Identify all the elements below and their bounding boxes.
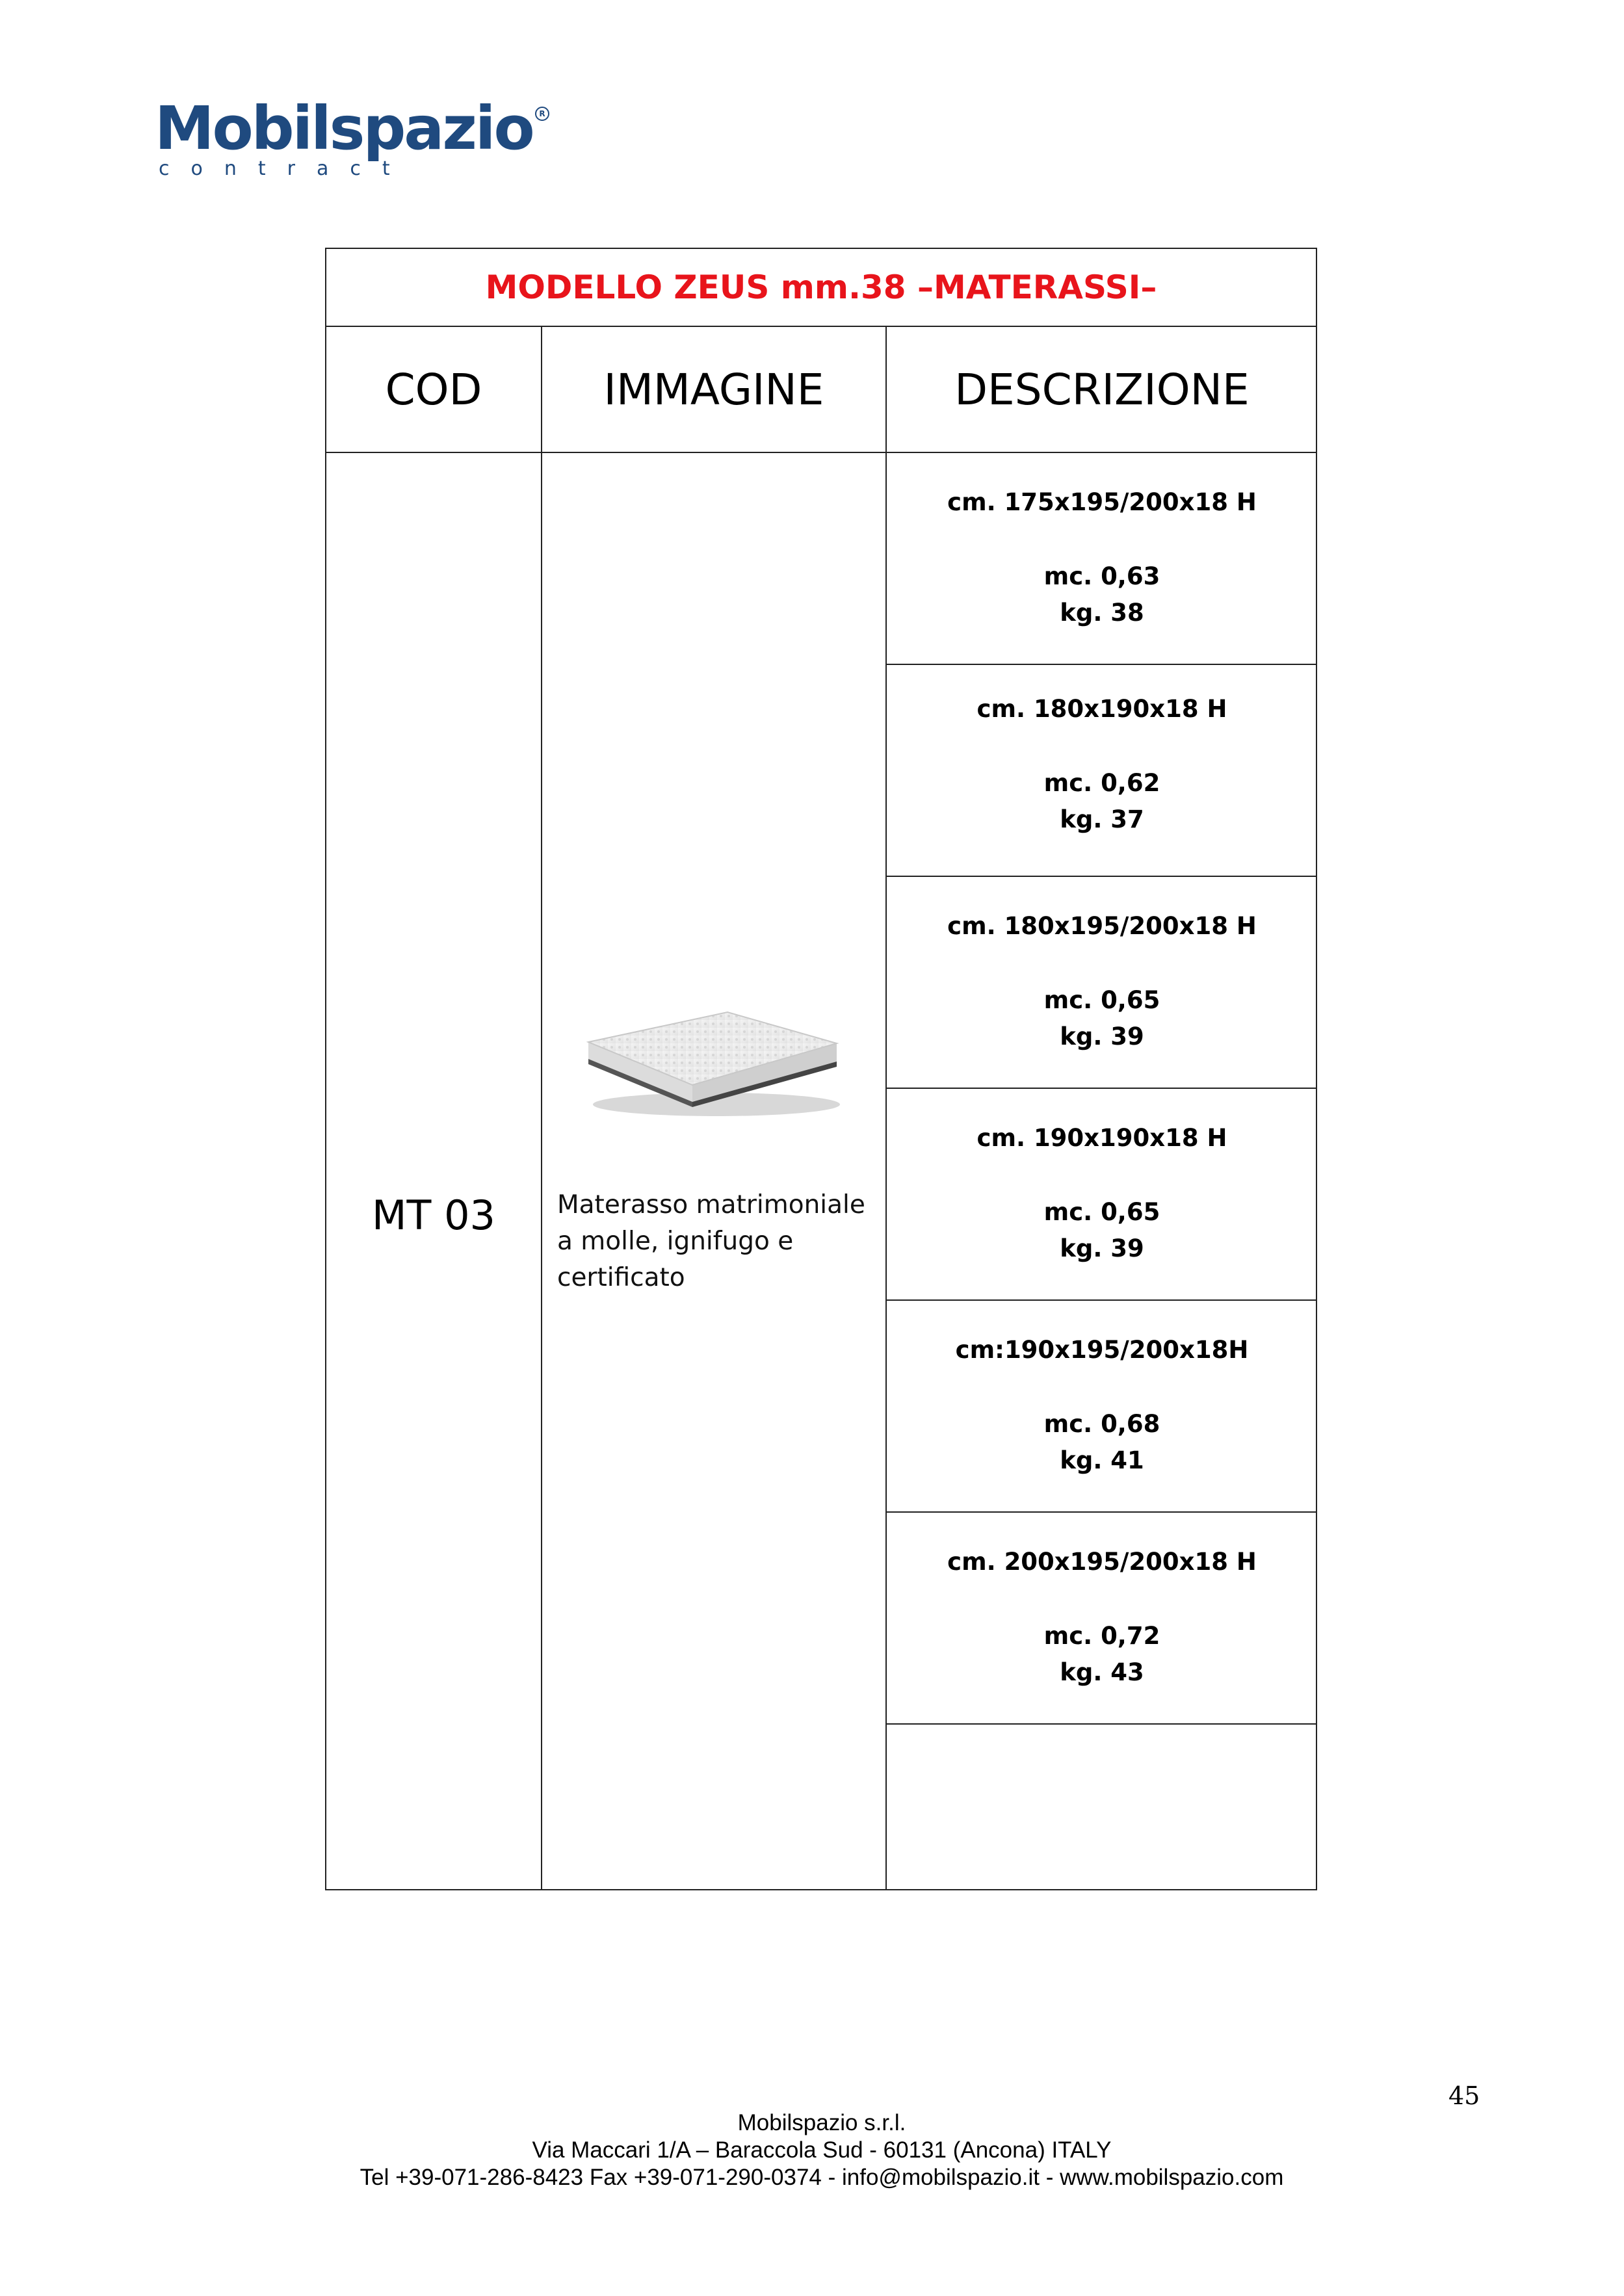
spec-weight: kg. 41	[1060, 1446, 1144, 1474]
spec-volume: mc. 0,65	[1043, 1198, 1160, 1226]
spec-row	[887, 484, 1317, 631]
spec-dimensions: cm. 175x195/200x18 H	[947, 488, 1257, 516]
spec-weight: kg. 39	[1060, 1023, 1144, 1050]
footer-company: Mobilspazio s.r.l.	[737, 2110, 906, 2135]
spec-volume: mc. 0,65	[1043, 986, 1160, 1014]
spec-row	[887, 908, 1317, 1055]
spec-volume: mc. 0,62	[1043, 769, 1160, 797]
spec-row	[887, 1332, 1317, 1479]
footer-address: Via Maccari 1/A – Baraccola Sud - 60131 (Ancona) ITALY	[532, 2137, 1112, 2163]
product-description: Materasso matrimoniale a molle, ignifugo e certificato	[557, 1190, 865, 1292]
spec-divider	[887, 1088, 1317, 1089]
spec-row	[887, 691, 1317, 838]
spec-divider	[887, 664, 1317, 665]
spec-dimensions: cm. 180x195/200x18 H	[947, 912, 1257, 940]
spec-weight: kg. 38	[1060, 599, 1144, 627]
spec-weight: kg. 37	[1060, 805, 1144, 833]
logo-wordmark: Mobilspazio	[155, 94, 533, 163]
spec-row	[887, 1120, 1317, 1267]
page-footer	[0, 2109, 1624, 2191]
company-logo	[155, 92, 558, 183]
spec-dimensions: cm. 200x195/200x18 H	[947, 1548, 1257, 1576]
spec-volume: mc. 0,63	[1043, 562, 1160, 590]
spec-divider	[887, 1723, 1317, 1725]
spec-dimensions: cm. 190x190x18 H	[976, 1124, 1227, 1152]
registered-mark: R	[535, 107, 549, 121]
spec-divider	[887, 1299, 1317, 1301]
footer-contacts: Tel +39-071-286-8423 Fax +39-071-290-0374 - info@mobilspazio.it - www.mobilspazio.com	[360, 2165, 1284, 2190]
logo-subtitle: contract	[159, 157, 412, 180]
header-divider	[326, 452, 1316, 453]
spec-weight: kg. 43	[1060, 1658, 1144, 1686]
spec-dimensions: cm:190x195/200x18H	[955, 1336, 1249, 1364]
column-divider-1	[541, 327, 542, 1890]
spec-volume: mc. 0,72	[1043, 1622, 1160, 1650]
table-title: MODELLO ZEUS mm.38 –MATERASSI–	[485, 268, 1157, 306]
spec-divider	[887, 1511, 1317, 1513]
header-descrizione: DESCRIZIONE	[954, 364, 1250, 415]
product-table	[325, 248, 1317, 1890]
spec-volume: mc. 0,68	[1043, 1410, 1160, 1438]
page-number: 45	[1448, 2081, 1480, 2110]
spec-dimensions: cm. 180x190x18 H	[976, 695, 1227, 723]
mattress-image	[577, 989, 850, 1125]
header-immagine: IMMAGINE	[603, 364, 824, 415]
spec-weight: kg. 39	[1060, 1234, 1144, 1262]
spec-row	[887, 1544, 1317, 1691]
product-code: MT 03	[372, 1191, 495, 1239]
spec-divider	[887, 876, 1317, 877]
header-cod: COD	[385, 364, 482, 415]
